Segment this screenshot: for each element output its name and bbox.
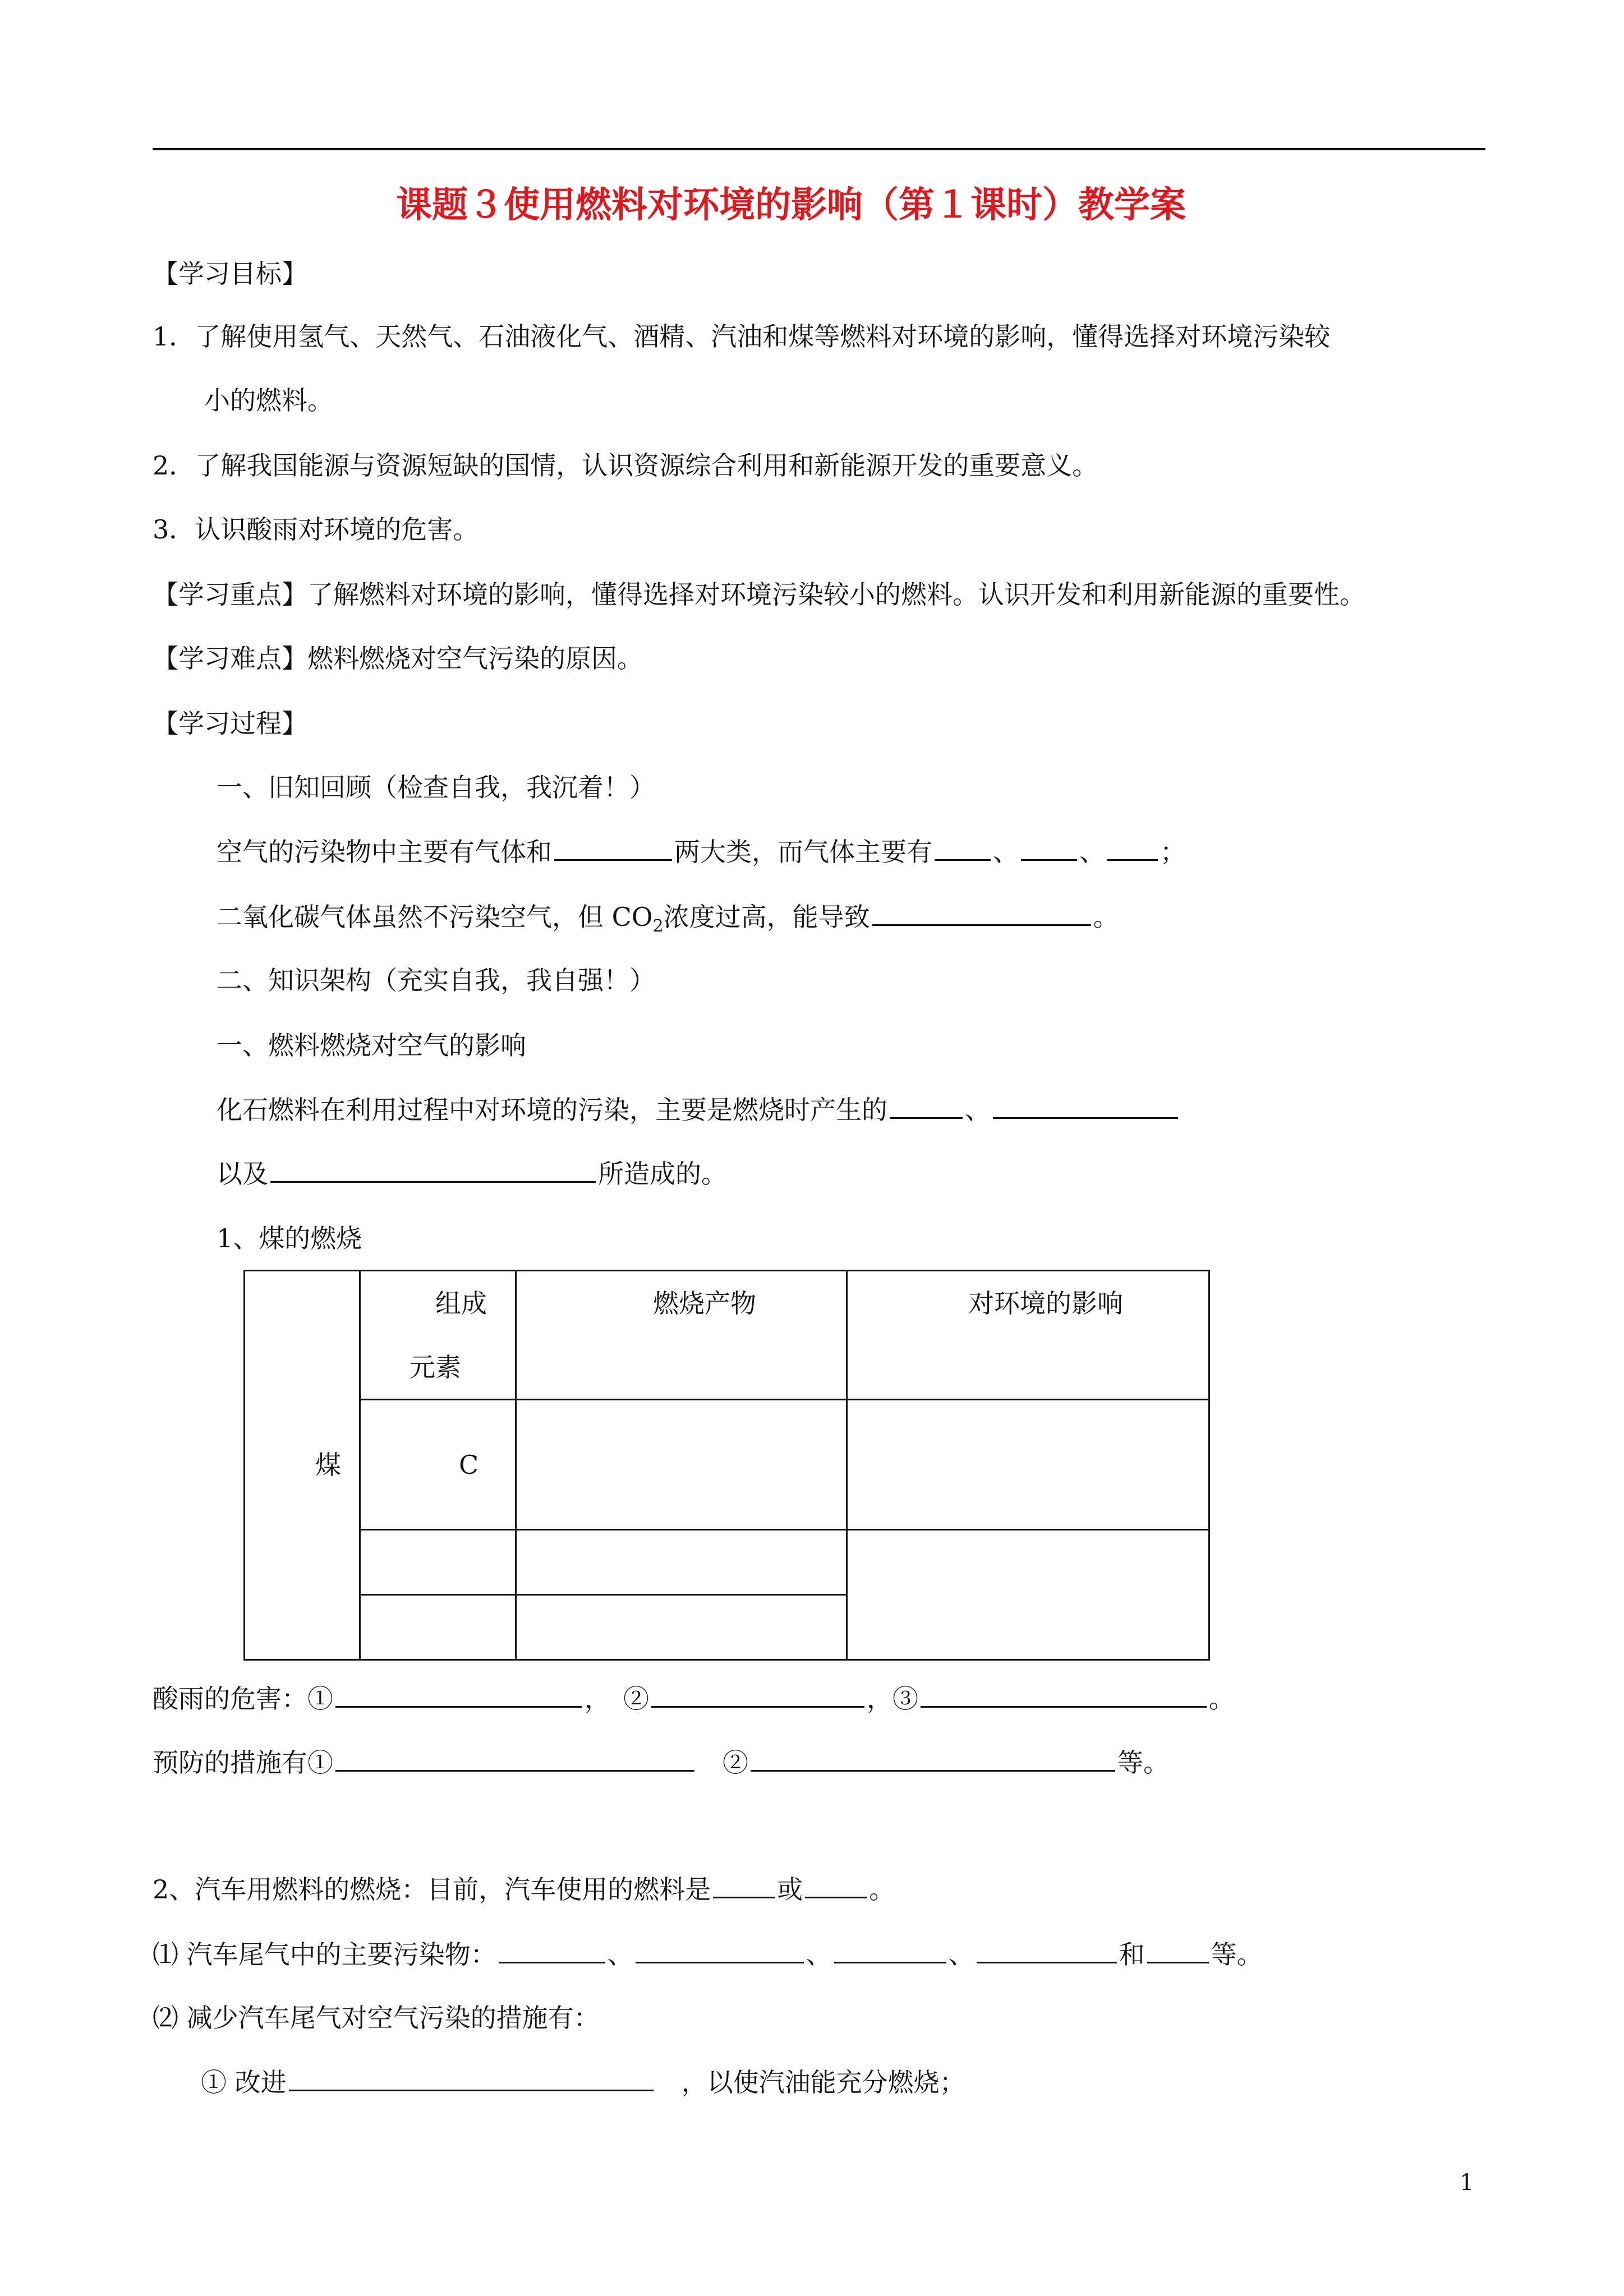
table-border	[359, 1399, 1209, 1400]
answer-blank[interactable]	[1107, 835, 1158, 861]
table-header-elements: 元素	[410, 1352, 461, 1382]
answer-blank[interactable]	[977, 1937, 1117, 1963]
measure-1: ① 改进 ，以使汽油能充分燃烧；	[201, 2065, 965, 2099]
table-row-label: 煤	[315, 1450, 341, 1480]
answer-blank[interactable]	[935, 835, 991, 861]
fossil-fuel-question: 化石燃料在利用过程中对环境的污染，主要是燃烧时产生的 、	[217, 1092, 1180, 1127]
table-border	[1208, 1270, 1210, 1661]
page-title: 课题３使用燃料对环境的影响（第１课时）教学案	[396, 184, 1186, 226]
table-header-elements: 组成	[435, 1288, 487, 1318]
review-question-2: 二氧化碳气体虽然不污染空气，但 $CO_2$浓度过高，能导致 。	[217, 900, 1119, 943]
prevention-measures: 预防的措施有① ② 等。	[153, 1745, 1169, 1779]
answer-blank[interactable]	[713, 1872, 775, 1898]
answer-blank[interactable]	[993, 1092, 1178, 1119]
review-question-1: 空气的污染物中主要有气体和 两大类，而气体主要有 、 、 ；	[217, 835, 1186, 869]
answer-blank[interactable]	[499, 1937, 605, 1963]
answer-blank[interactable]	[751, 1745, 1115, 1772]
review-heading: 一、旧知回顾（检查自我，我沉着！）	[217, 772, 655, 803]
answer-blank[interactable]	[805, 1872, 867, 1898]
fossil-fuel-question-cont: 以及 所造成的。	[217, 1156, 727, 1191]
answer-blank[interactable]	[651, 1681, 864, 1708]
table-header-products: 燃烧产物	[653, 1288, 756, 1318]
answer-blank[interactable]	[890, 1092, 963, 1119]
learning-difficulty: 【学习难点】燃料燃烧对空气污染的原因。	[153, 643, 643, 674]
table-border	[515, 1270, 517, 1661]
framework-heading: 二、知识架构（充实自我，我自强！）	[217, 965, 655, 995]
section-1-heading: 一、燃料燃烧对空气的影响	[217, 1030, 526, 1061]
answer-blank[interactable]	[1021, 835, 1077, 861]
objective-1-cont: 小的燃料。	[204, 385, 333, 416]
table-border	[243, 1270, 1209, 1271]
answer-blank[interactable]	[289, 2065, 654, 2091]
acid-rain-hazards: 酸雨的危害：① ， ② ，③ 。	[153, 1681, 1235, 1716]
emission-reduction-heading: ⑵ 减少汽车尾气对空气污染的措施有：	[153, 2003, 600, 2033]
car-fuel-question: 2、汽车用燃料的燃烧：目前，汽车使用的燃料是 或 。	[153, 1872, 895, 1906]
answer-blank[interactable]	[335, 1681, 582, 1708]
coal-heading: 1、煤的燃烧	[217, 1223, 362, 1253]
answer-blank[interactable]	[270, 1156, 596, 1183]
table-cell-carbon: C	[459, 1450, 479, 1480]
table-border	[243, 1659, 1209, 1661]
objective-1: 1．了解使用氢气、天然气、石油液化气、酒精、汽油和煤等燃料对环境的影响，懂得选择对环境污染较	[153, 321, 1331, 352]
table-border	[846, 1270, 848, 1661]
answer-blank[interactable]	[1147, 1937, 1209, 1963]
table-border	[243, 1270, 245, 1661]
answer-blank[interactable]	[636, 1937, 804, 1963]
table-border	[359, 1529, 1209, 1530]
header-rule	[153, 148, 1485, 150]
page-number: 1	[1460, 2170, 1474, 2196]
process-heading: 【学习过程】	[153, 708, 307, 739]
objectives-heading: 【学习目标】	[153, 259, 307, 289]
table-header-impact: 对环境的影响	[968, 1288, 1123, 1318]
objective-3: 3．认识酸雨对环境的危害。	[153, 514, 479, 545]
table-border	[359, 1594, 847, 1596]
answer-blank[interactable]	[335, 1745, 694, 1772]
answer-blank[interactable]	[872, 900, 1091, 926]
table-border	[359, 1270, 361, 1661]
learning-focus: 【学习重点】了解燃料对环境的影响，懂得选择对环境污染较小的燃料。认识开发和利用新能源的重要性。	[153, 579, 1365, 610]
answer-blank[interactable]	[921, 1681, 1207, 1708]
answer-blank[interactable]	[834, 1937, 946, 1963]
objective-2: 2．了解我国能源与资源短缺的国情，认识资源综合利用和新能源开发的重要意义。	[153, 450, 1098, 481]
answer-blank[interactable]	[554, 835, 672, 861]
car-pollutants: ⑴ 汽车尾气中的主要污染物： 、 、 、 和 等。	[153, 1937, 1263, 1971]
